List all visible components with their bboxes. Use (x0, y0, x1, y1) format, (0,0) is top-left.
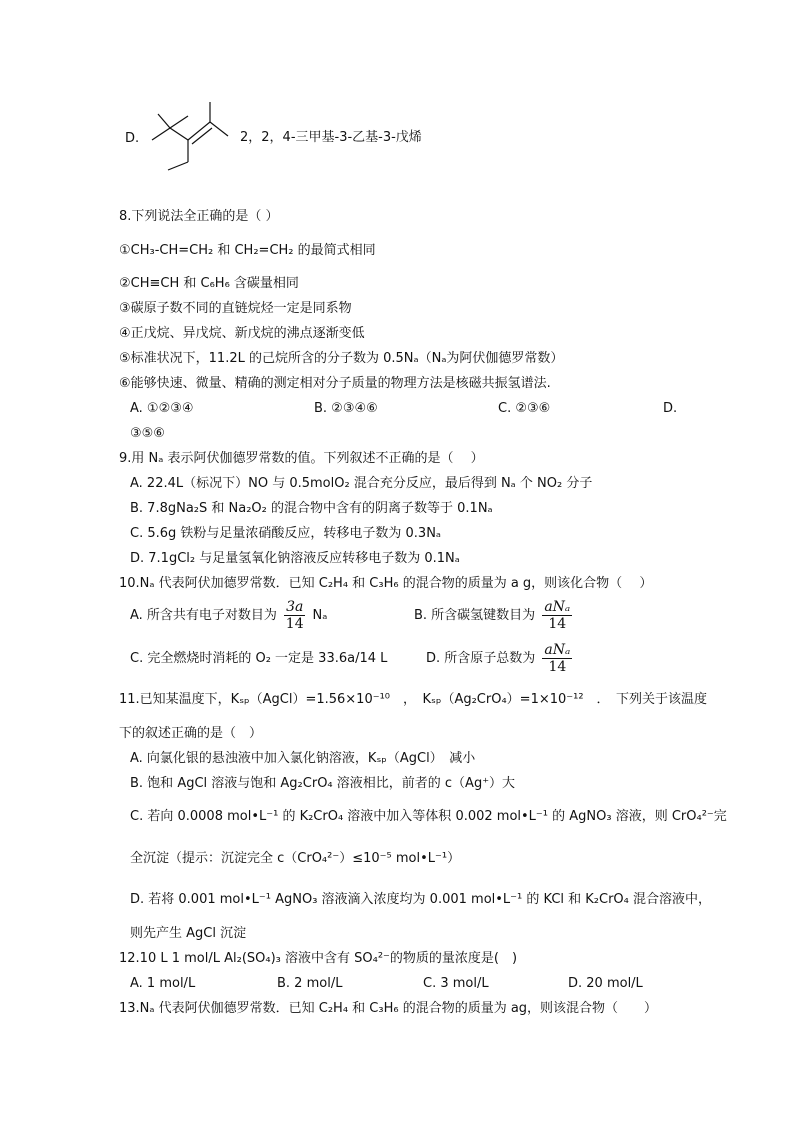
q10-option-c: C. 完全燃烧时消耗的 O₂ 一定是 33.6a/14 L (130, 651, 388, 666)
q8-item-6: ⑥能够快速、微量、精确的测定相对分子质量的物理方法是核磁共振氢谱法. (119, 376, 551, 391)
q8-option-c: C. ②③⑥ (498, 401, 551, 416)
q12-option-a: A. 1 mol/L (130, 976, 196, 991)
q11-option-a: A. 向氯化银的悬浊液中加入氯化钠溶液，Kₛₚ（AgCl） 减小 (130, 751, 476, 766)
q12-option-d: D. 20 mol/L (568, 976, 643, 991)
q8-item-3: ③碳原子数不同的直链烷烃一定是同系物 (119, 301, 352, 316)
q9-option-a: A. 22.4L（标况下）NO 与 0.5molO₂ 混合充分反应，最后得到 Nₐ 个 NO₂ 分子 (130, 476, 593, 491)
q11-option-d-line2: 则先产生 AgCl 沉淀 (130, 926, 247, 941)
q7-option-d-label: D. (125, 131, 140, 146)
q8-option-b: B. ②③④⑥ (314, 401, 378, 416)
q8-item-2: ②CH≡CH 和 C₆H₆ 含碳量相同 (119, 276, 299, 291)
q10-option-a-fraction: $\frac{3a}{14}$ (285, 599, 304, 632)
q8-option-d-text: ③⑤⑥ (130, 426, 165, 441)
q11-option-d-line1: D. 若将 0.001 mol•L⁻¹ AgNO₃ 溶液滴入浓度均为 0.001 mol•L⁻¹ 的 KCl 和 K₂CrO₄ 混合溶液中， (130, 892, 712, 907)
q7-option-d-text: 2，2，4-三甲基-3-乙基-3-戊烯 (240, 130, 422, 145)
q8-stem: 8.下列说法全正确的是（ ） (119, 209, 279, 224)
q13-stem: 13.Nₐ 代表阿伏伽德罗常数．已知 C₂H₄ 和 C₃H₆ 的混合物的质量为 ag，则该混合物（ ） (119, 1001, 658, 1016)
q8-item-5: ⑤标准状况下，11.2L 的己烷所含的分子数为 0.5Nₐ（Nₐ为阿伏伽德罗常数） (119, 351, 564, 366)
q12-stem: 12.10 L 1 mol/L Al₂(SO₄)₃ 溶液中含有 SO₄²⁻的物质的量浓度是( ) (119, 951, 518, 966)
q10-stem: 10.Nₐ 代表阿伏加德罗常数．已知 C₂H₄ 和 C₃H₆ 的混合物的质量为 a g，则该化合物（ ） (119, 576, 653, 591)
q8-item-1: ①CH₃-CH=CH₂ 和 CH₂=CH₂ 的最简式相同 (119, 243, 376, 258)
q8-option-a: A. ①②③④ (130, 401, 194, 416)
q11-stem-line1: 11.已知某温度下，Kₛₚ（AgCl）=1.56×10⁻¹⁰ ， Kₛₚ（Ag₂CrO₄）=1×10⁻¹² ． 下列关于该温度 (119, 692, 708, 707)
q12-option-c: C. 3 mol/L (423, 976, 489, 991)
q10-option-d-fraction: $\frac{\text{aNₐ}}{14}$ (544, 642, 571, 675)
q12-option-b: B. 2 mol/L (277, 976, 343, 991)
q11-option-c-line2: 全沉淀（提示：沉淀完全 c（CrO₄²⁻）≤10⁻⁵ mol•L⁻¹） (130, 851, 461, 866)
skeletal-structure-diagram (140, 98, 235, 178)
q8-option-d: D. (663, 401, 678, 416)
q10-option-b: B. 所含碳氢键数目为 $\frac{\text{aNₐ}}{14}$ (414, 599, 571, 632)
q11-stem-line2: 下的叙述正确的是（ ） (119, 726, 263, 741)
q9-option-d: D. 7.1gCl₂ 与足量氢氧化钠溶液反应转移电子数为 0.1Nₐ (130, 551, 460, 566)
q9-option-b: B. 7.8gNa₂S 和 Na₂O₂ 的混合物中含有的阴离子数等于 0.1Nₐ (130, 501, 493, 516)
q11-option-b: B. 饱和 AgCl 溶液与饱和 Ag₂CrO₄ 溶液相比，前者的 c（Ag⁺）大 (130, 776, 516, 791)
q8-item-4: ④正戊烷、异戊烷、新戊烷的沸点逐渐变低 (119, 326, 365, 341)
q11-option-c-line1: C. 若向 0.0008 mol•L⁻¹ 的 K₂CrO₄ 溶液中加入等体积 0.002 mol•L⁻¹ 的 AgNO₃ 溶液，则 CrO₄²⁻完 (130, 809, 727, 824)
q10-option-d: D. 所含原子总数为 $\frac{\text{aNₐ}}{14}$ (426, 642, 571, 675)
q9-option-c: C. 5.6g 铁粉与足量浓硝酸反应，转移电子数为 0.3Nₐ (130, 526, 442, 541)
q9-stem: 9.用 Nₐ 表示阿伏伽德罗常数的值。下列叙述不正确的是（ ） (119, 451, 484, 466)
q10-option-b-fraction: $\frac{\text{aNₐ}}{14}$ (544, 599, 571, 632)
q10-option-a: A. 所含共有电子对数目为 $\frac{3a}{14}$ Nₐ (130, 599, 328, 632)
